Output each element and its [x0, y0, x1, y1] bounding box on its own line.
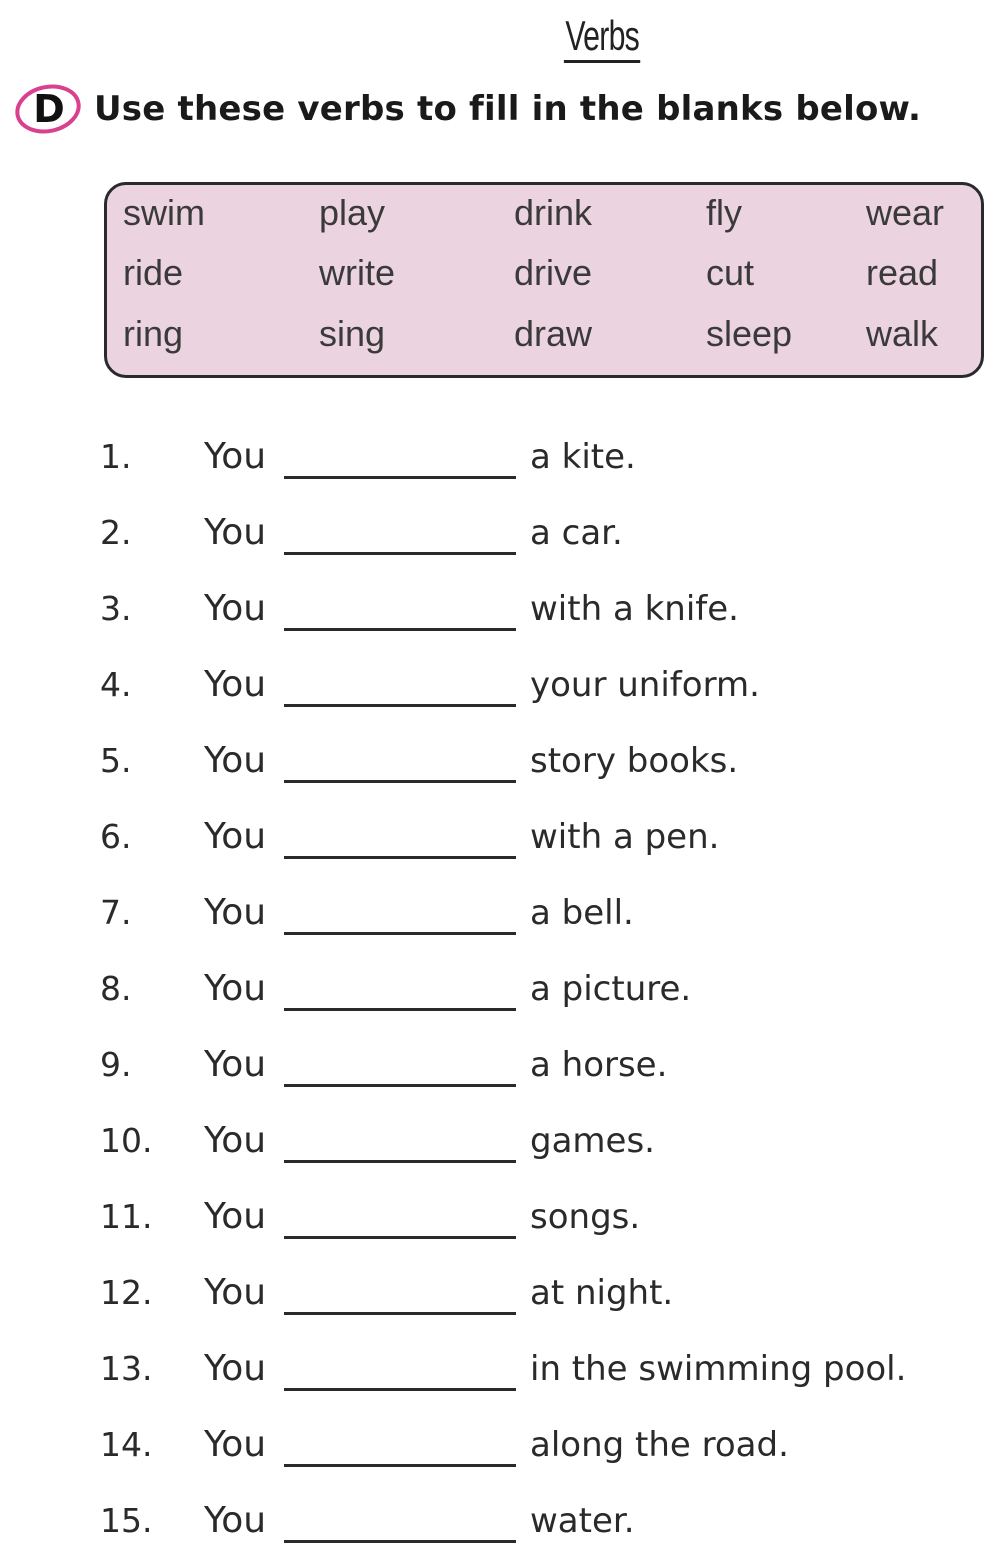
sentence-number: 13. — [100, 1349, 153, 1388]
sentence-number: 12. — [100, 1273, 153, 1312]
instruction — [14, 82, 921, 136]
sentence-ending: water. — [530, 1501, 635, 1541]
sentence-number: 10. — [100, 1121, 153, 1160]
sentence-number: 8. — [100, 969, 132, 1008]
answer-blank[interactable] — [284, 628, 516, 631]
answer-blank[interactable] — [284, 1160, 516, 1163]
sentence-subject: You — [204, 1500, 267, 1541]
sentence-row — [0, 736, 1000, 792]
sentence-ending: along the road. — [530, 1425, 789, 1465]
answer-blank[interactable] — [284, 1084, 516, 1087]
instruction-text: Use these verbs to fill in the blanks below. — [94, 89, 922, 129]
sentence-subject: You — [204, 1196, 267, 1237]
word-bank-item: read — [866, 252, 939, 293]
word-bank-item: cut — [706, 252, 755, 293]
sentence-subject: You — [204, 1272, 267, 1313]
sentence-ending: a car. — [530, 513, 623, 553]
page-title — [0, 12, 1000, 63]
sentence-number: 15. — [100, 1501, 153, 1540]
title-text: Verbs — [564, 12, 641, 63]
sentence-number: 9. — [100, 1045, 132, 1084]
answer-blank[interactable] — [284, 856, 516, 859]
sentence-row — [0, 964, 1000, 1020]
word-bank-item: ring — [123, 313, 184, 354]
sentence-row — [0, 584, 1000, 640]
word-bank-item: write — [319, 252, 396, 293]
answer-blank[interactable] — [284, 1464, 516, 1467]
sentence-subject: You — [204, 1424, 267, 1465]
sentence-row — [0, 1116, 1000, 1172]
sentence-subject: You — [204, 436, 267, 477]
answer-blank[interactable] — [284, 1312, 516, 1315]
word-bank-item: drink — [514, 192, 593, 233]
word-bank-item: drive — [514, 252, 593, 293]
sentence-row — [0, 1420, 1000, 1476]
sentence-row — [0, 1192, 1000, 1248]
sentence-number: 7. — [100, 893, 132, 932]
answer-blank[interactable] — [284, 552, 516, 555]
sentence-ending: with a pen. — [530, 817, 720, 857]
word-bank-item: draw — [514, 313, 593, 354]
sentence-ending: songs. — [530, 1197, 641, 1237]
answer-blank[interactable] — [284, 780, 516, 783]
sentence-row — [0, 432, 1000, 488]
sentence-ending: in the swimming pool. — [530, 1349, 907, 1389]
sentence-row — [0, 1344, 1000, 1400]
sentence-number: 11. — [100, 1197, 153, 1236]
word-bank-item: sleep — [706, 313, 793, 354]
sentence-row — [0, 812, 1000, 868]
answer-blank[interactable] — [284, 1388, 516, 1391]
sentence-number: 5. — [100, 741, 132, 780]
answer-blank[interactable] — [284, 704, 516, 707]
sentence-number: 6. — [100, 817, 132, 856]
answer-blank[interactable] — [284, 476, 516, 479]
sentence-row — [0, 1040, 1000, 1096]
sentence-ending: games. — [530, 1121, 655, 1161]
sentence-number: 1. — [100, 437, 132, 476]
sentence-ending: with a knife. — [530, 589, 739, 629]
sentence-row — [0, 660, 1000, 716]
word-bank-item: walk — [866, 313, 939, 354]
answer-blank[interactable] — [284, 1008, 516, 1011]
sentence-ending: a bell. — [530, 893, 634, 933]
word-bank-item: ride — [123, 252, 184, 293]
sentence-row — [0, 1496, 1000, 1552]
sentence-ending: a horse. — [530, 1045, 668, 1085]
sentence-subject: You — [204, 1348, 267, 1389]
answer-blank[interactable] — [284, 1236, 516, 1239]
sentence-ending: your uniform. — [530, 665, 760, 705]
word-bank — [104, 182, 984, 378]
sentence-number: 14. — [100, 1425, 153, 1464]
word-bank-item: wear — [866, 192, 945, 233]
answer-blank[interactable] — [284, 932, 516, 935]
sentence-ending: at night. — [530, 1273, 674, 1313]
section-badge — [14, 82, 82, 136]
word-bank-item: sing — [319, 313, 386, 354]
sentence-row — [0, 508, 1000, 564]
sentence-subject: You — [204, 1120, 267, 1161]
sentence-row — [0, 888, 1000, 944]
sentence-number: 3. — [100, 589, 132, 628]
sentence-number: 4. — [100, 665, 132, 704]
sentence-subject: You — [204, 512, 267, 553]
sentence-subject: You — [204, 740, 267, 781]
sentence-subject: You — [204, 588, 267, 629]
sentence-ending: a picture. — [530, 969, 692, 1009]
answer-blank[interactable] — [284, 1540, 516, 1543]
word-bank-item: play — [319, 192, 386, 233]
sentence-subject: You — [204, 664, 267, 705]
sentence-subject: You — [204, 1044, 267, 1085]
sentence-subject: You — [204, 816, 267, 857]
sentence-subject: You — [204, 968, 267, 1009]
word-bank-item: fly — [706, 192, 742, 233]
badge-letter: D — [33, 87, 65, 131]
sentence-subject: You — [204, 892, 267, 933]
sentence-number: 2. — [100, 513, 132, 552]
sentence-ending: a kite. — [530, 437, 636, 477]
word-bank-item: swim — [123, 192, 205, 233]
sentence-ending: story books. — [530, 741, 739, 781]
sentence-row — [0, 1268, 1000, 1324]
